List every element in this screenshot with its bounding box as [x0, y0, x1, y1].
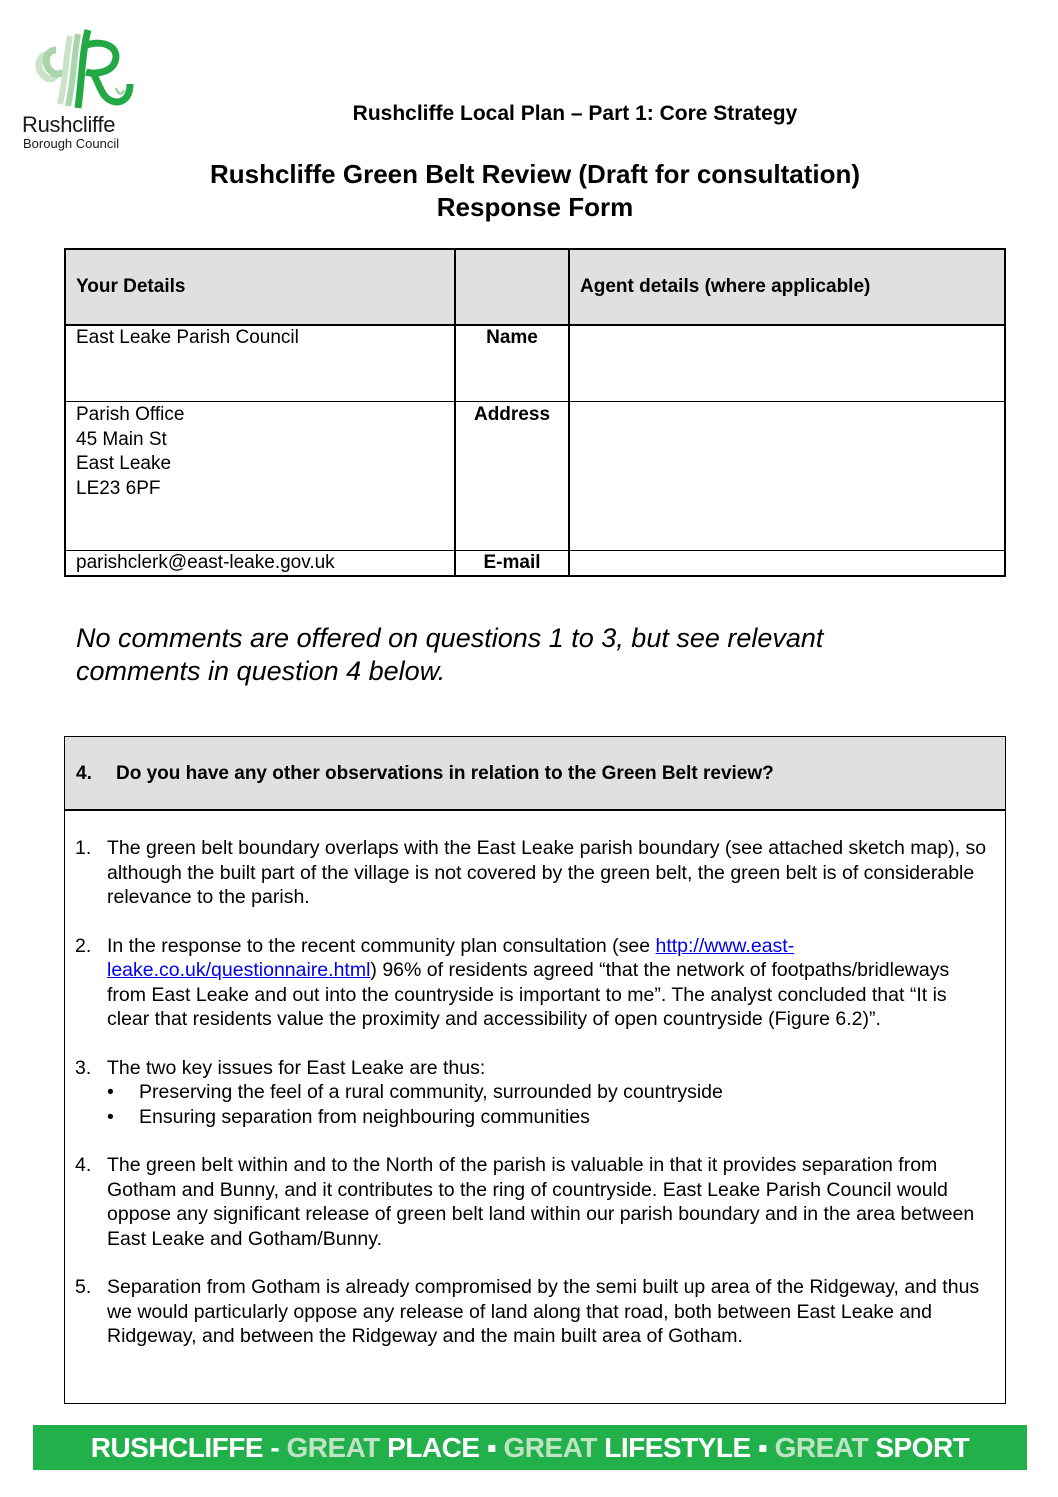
table-row-name — [65, 325, 1005, 402]
bullet-text: Preserving the feel of a rural community, surrounded by countryside — [139, 1081, 723, 1103]
agent-details-header: Agent details (where applicable) — [569, 249, 1005, 325]
logo-wordmark: Rushcliffe — [22, 112, 116, 137]
address-line: Parish Office — [76, 404, 185, 425]
question-4-answer[interactable] — [65, 811, 1005, 1349]
bullet-list — [107, 1080, 993, 1129]
questions-note — [76, 622, 976, 688]
item-number: 1. — [75, 837, 92, 859]
table-row-address — [65, 402, 1005, 551]
your-details-header: Your Details — [65, 249, 455, 325]
your-address-field[interactable] — [65, 402, 455, 551]
note-line-1: No comments are offered on questions 1 to 3, but see relevant — [76, 623, 824, 653]
address-label: Address — [455, 402, 569, 551]
rushcliffe-logo — [22, 24, 142, 154]
questionnaire-link[interactable]: http://www.east-leake.co.uk/questionnaire.html — [107, 934, 795, 981]
question-4-box — [64, 736, 1006, 1404]
agent-address-field[interactable] — [569, 402, 1005, 551]
question-text: Do you have any other observations in relation to the Green Belt review? — [116, 763, 774, 784]
agent-name-field[interactable] — [569, 325, 1005, 402]
list-item — [75, 836, 993, 910]
label-column-header — [455, 249, 569, 325]
document-title — [0, 158, 1058, 224]
title-line-1: Rushcliffe Green Belt Review (Draft for consultation) — [209, 159, 861, 189]
bullet-item — [107, 1105, 993, 1130]
list-item — [75, 1056, 993, 1130]
bullet-text: Ensuring separation from neighbouring communities — [139, 1105, 590, 1128]
item-text-after: ) 96% of residents agreed “that the network of footpaths/bridleways from East Leake and out into the countryside is important to me”. The analyst concluded that “It is clear that residents value the proximity and accessibility of open countryside (Figure 6.2)”. — [107, 959, 950, 1030]
item-text: The green belt within and to the North of the parish is valuable in that it provides separation from Gotham and Bunny, and it contributes to the ring of countryside. East Leake Parish Council would oppose any significant release of green belt land within our parish boundary and in the area between East Leake and Gotham/Bunny. — [107, 1154, 975, 1250]
item-text: The two key issues for East Leake are thus: — [107, 1056, 486, 1079]
name-label: Name — [455, 325, 569, 402]
item-text-container — [107, 1056, 993, 1130]
list-item — [75, 934, 993, 1032]
item-text: Separation from Gotham is already compromised by the semi built up area of the Ridgeway, and thus we would particularly oppose any release of land along that road, both between East Leake and Ridgeway, and between the Ridgeway and the main built area of Gotham. — [107, 1276, 980, 1347]
question-4-header — [65, 737, 1005, 811]
note-line-2: comments in question 4 below. — [76, 656, 446, 686]
bullet-icon: • — [107, 1105, 114, 1128]
slogan-segment: LIFESTYLE ▪ — [596, 1432, 775, 1463]
address-line: 45 Main St — [76, 428, 167, 450]
document-subtitle: Rushcliffe Local Plan – Part 1: Core Strategy — [352, 102, 798, 125]
title-line-2: Response Form — [436, 192, 634, 222]
slogan-segment: PLACE ▪ — [379, 1432, 504, 1463]
item-text: The green belt boundary overlaps with the East Leake parish boundary (see attached sketch map), so although the built part of the village is not covered by the green belt, the green belt is of considerable relevance to the parish. — [107, 837, 987, 908]
your-email-field[interactable]: parishclerk@east-leake.gov.uk — [65, 551, 455, 577]
agent-email-field[interactable] — [569, 551, 1005, 577]
item-number: 3. — [75, 1056, 92, 1079]
address-line: East Leake — [76, 453, 172, 474]
slogan-segment: SPORT — [868, 1432, 970, 1463]
details-header-row — [65, 249, 1005, 325]
slogan-segment-great: GREAT — [503, 1432, 597, 1463]
bullet-icon: • — [107, 1081, 114, 1103]
question-number: 4. — [76, 763, 92, 784]
list-item — [75, 1275, 993, 1349]
footer-slogan-banner — [33, 1425, 1027, 1470]
email-label: E-mail — [455, 551, 569, 577]
item-text-before: In the response to the recent community plan consultation (see — [107, 934, 656, 957]
item-number: 4. — [75, 1154, 92, 1176]
address-line: LE23 6PF — [76, 477, 161, 499]
item-text — [107, 934, 993, 1032]
details-table — [64, 248, 1006, 577]
item-number: 2. — [75, 934, 92, 957]
item-number: 5. — [75, 1276, 92, 1298]
slogan-segment: RUSHCLIFFE - — [90, 1432, 287, 1463]
your-name-field[interactable]: East Leake Parish Council — [65, 325, 455, 402]
list-item — [75, 1153, 993, 1251]
slogan-segment-great: GREAT — [286, 1432, 380, 1463]
logo-subtitle: Borough Council — [23, 136, 120, 151]
slogan-segment-great: GREAT — [774, 1432, 869, 1463]
table-row-email — [65, 551, 1005, 577]
bullet-item — [107, 1080, 993, 1105]
rushcliffe-r-emblem-icon — [26, 24, 138, 112]
